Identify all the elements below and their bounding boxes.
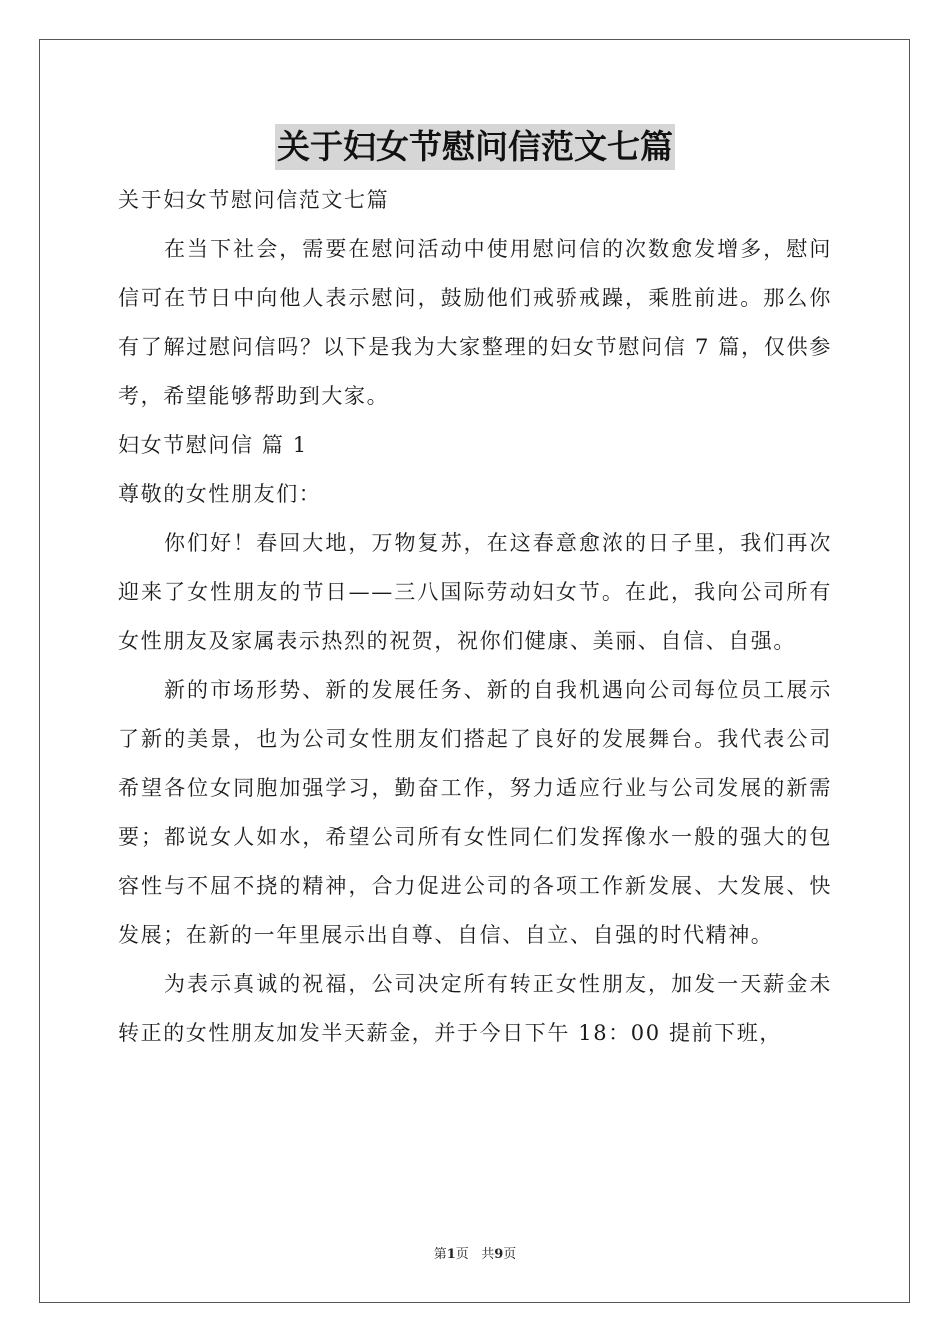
paragraph: 在当下社会，需要在慰问活动中使用慰问信的次数愈发增多，慰问信可在节日中向他人表示慰问，鼓励他们戒骄戒躁，乘胜前进。那么你有了解过慰问信吗？以下是我为大家整理的妇女节慰问信 7 篇，仅供参考，希望能够帮助到大家。 [118, 237, 832, 408]
document-body [118, 176, 832, 1058]
paragraph: 你们好！春回大地，万物复苏，在这春意愈浓的日子里，我们再次迎来了女性朋友的节日——三八国际劳动妇女节。在此，我向公司所有女性朋友及家属表示热烈的祝贺，祝你们健康、美丽、自信、自强。 [118, 531, 832, 653]
paragraph: 关于妇女节慰问信范文七篇 [118, 188, 390, 212]
footer-page-number: 1 [446, 1247, 456, 1262]
section-heading: 妇女节慰问信 篇 1 [118, 433, 308, 457]
page-footer [0, 1246, 950, 1264]
document-title: 关于妇女节慰问信范文七篇 [275, 124, 675, 170]
footer-page-suffix: 页 共 [455, 1247, 495, 1262]
salutation: 尊敬的女性朋友们： [118, 482, 322, 506]
title-container [0, 124, 950, 170]
paragraph: 为表示真诚的祝福，公司决定所有转正女性朋友，加发一天薪金未转正的女性朋友加发半天薪金，并于今日下午 18：00 提前下班， [118, 972, 832, 1045]
footer-total-suffix: 页 [503, 1247, 517, 1262]
paragraph: 新的市场形势、新的发展任务、新的自我机遇向公司每位员工展示了新的美景，也为公司女性朋友们搭起了良好的发展舞台。我代表公司希望各位女同胞加强学习，勤奋工作，努力适应行业与公司发展的新需要；都说女人如水，希望公司所有女性同仁们发挥像水一般的强大的包容性与不屈不挠的精神，合力促进公司的各项工作新发展、大发展、快发展；在新的一年里展示出自尊、自信、自立、自强的时代精神。 [118, 678, 832, 947]
footer-total-pages: 9 [494, 1247, 504, 1262]
footer-page-prefix: 第 [433, 1247, 447, 1262]
